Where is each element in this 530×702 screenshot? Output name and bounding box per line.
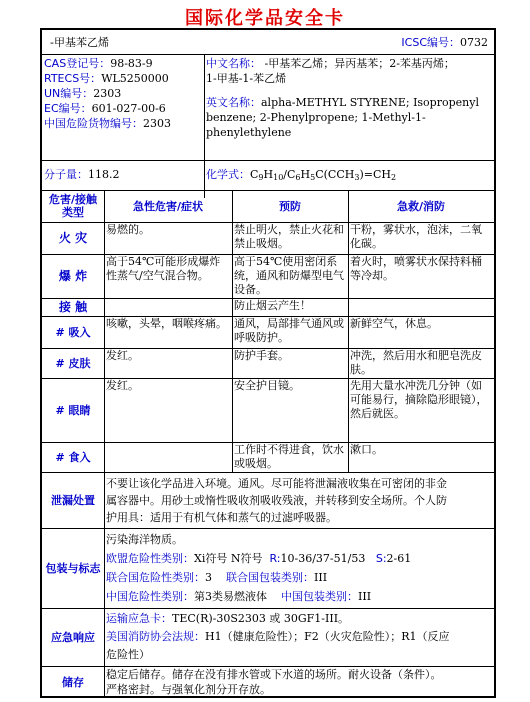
row-prevent: 高于54℃使用密闭系统，通风和防爆型电气设备。 [234,255,344,296]
s-label: S: [375,552,387,565]
col-header-type: 危害/接触类型 [48,193,98,219]
card-line [106,610,494,628]
formula-part: )=CH [359,168,391,181]
ec-line [44,101,202,116]
cn-value: 2303 [143,117,171,130]
nfpa-value: H1（健康危险性）；F2（火灾危险性）；R1（反应 [205,630,450,643]
cn-name-value: -甲基苯乙烯；异丙基苯；2-苯基丙烯； [261,57,455,70]
row-aid: 漱口。 [350,443,383,456]
spill-line: 护用具：适用于有机气体和蒸气的过滤呼吸器。 [106,511,337,524]
spill-line: 属容器中。用砂土或惰性吸收剂吸收残液，并转移到安全场所。个人防 [106,494,447,507]
cn-line [44,116,202,131]
chemical-name: -甲基苯乙烯 [50,36,109,49]
r-label: R: [269,552,281,565]
nfpa-label: 美国消防协会法规： [106,630,205,643]
icsc-label: ICSC编号： [401,36,460,49]
row-type-explosion: 爆 炸 [58,268,88,283]
cn-name-label: 中文名称： [206,57,261,70]
spill-text [106,475,494,526]
safety-card [40,28,496,698]
en-name-line-3: phenylethylene [206,126,292,139]
s-value: 2-61 [386,552,412,565]
row-prevent: 防止烟云产生！ [234,299,311,312]
mw-label: 分子量： [44,168,88,181]
storage-line: 稳定后储存。储存在没有排水管或下水道的场所。耐火设备（条件）。 [106,668,442,681]
cas-line [44,56,202,71]
spill-line: 不要让该化学品进入环境。通风。尽可能将泄漏液收集在可密闭的非金 [106,477,447,490]
un-value: 2303 [93,87,122,100]
row-acute: 发红。 [106,379,139,392]
row-type-skin: # 皮肤 [55,356,91,370]
en-name-line-2: benzene; 2-Phenylpropene; 1-Methyl-1- [206,111,426,124]
col-header-prevent: 预防 [279,199,301,213]
un-pack-label: 联合国包装类别： [226,571,314,584]
names-block [206,56,494,140]
packing-text [106,530,494,606]
row-acute: 咳嗽，头晕，咽喉疼痛。 [106,317,227,330]
mw-value: 118.2 [88,168,120,181]
un-class-label: 联合国危险性类别： [106,571,205,584]
en-name-label: 英文名称： [206,96,261,109]
formula-part: H [263,168,274,181]
row-type-ingestion: # 食入 [55,450,91,464]
eu-label: 欧盟危险性类别： [106,552,194,565]
formula-part: H [300,168,311,181]
card-label: 运输应急卡： [106,612,172,625]
cn-name-line [206,56,494,71]
row-prevent: 防护手套。 [234,349,289,362]
eu-value: Xi符号 N符号 [194,552,263,565]
row-acute: 易燃的。 [106,223,150,236]
row-aid: 着火时，喷雾状水保持料桶等冷却。 [350,255,482,282]
un-pack-value: III [314,571,328,584]
col-header-aid: 急救/消防 [396,199,446,213]
nfpa-value-2: 危险性） [106,648,150,661]
emergency-text [106,610,494,664]
icsc-number [401,36,488,50]
cas-label: CAS登记号： [44,57,111,70]
formula-part: /C [283,168,296,181]
storage-label: 储存 [62,675,84,689]
row-prevent: 通风，局部排气通风或呼吸防护。 [234,317,344,344]
cn-name-line-2: 1-甲基-1-苯乙烯 [206,72,287,85]
en-name-value: alpha-METHYL STYRENE; Isopropenyl [261,96,479,109]
row-type-contact: 接 触 [58,299,88,314]
cn-class-value: 第3类易燃液体 [194,590,267,603]
formula-sub: 10 [273,173,284,182]
row-aid: 冲洗，然后用水和肥皂洗皮肤。 [350,349,482,376]
row-prevent: 工作时不得进食，饮水或吸烟。 [234,443,344,470]
rtecs-value: WL5250000 [101,72,169,85]
en-name-line [206,95,494,110]
cn-pack-value: III [358,590,372,603]
cn-class-label: 中国危险性类别： [106,590,194,603]
col-header-acute: 急性危害/症状 [132,199,204,213]
chemical-formula [206,168,396,185]
un-label: UN编号： [44,87,94,100]
formula-part: C [250,168,259,181]
un-class-line [106,568,494,587]
ec-label: EC编号： [44,102,92,115]
cas-value: 98-83-9 [110,57,153,70]
row-prevent: 安全护目镜。 [234,379,300,392]
formula-part: C(CCH [315,168,355,181]
molecular-weight [44,168,120,182]
spill-label: 泄漏处置 [51,493,95,507]
un-line [44,86,202,101]
formula-sub: 3 [354,173,360,182]
row-aid: 干粉，雾状水，泡沫，二氧化碳。 [350,223,482,250]
formula-sub: 6 [295,173,301,182]
packing-label: 包装与标志 [45,561,101,575]
row-aid: 先用大量水冲洗几分钟（如可能易行，摘除隐形眼镜），然后就医。 [350,379,488,420]
formula-label: 化学式： [206,168,250,181]
row-acute: 发红。 [106,349,139,362]
cn-class-line [106,587,494,606]
cn-label: 中国危险货物编号： [44,117,143,130]
storage-line: 严格密封。与强氧化剂分开存放。 [106,683,271,696]
cn-pack-label: 中国包装类别： [281,590,358,603]
formula-sub: 2 [390,173,397,182]
rtecs-label: RTECS号： [44,72,102,85]
formula-sub: 9 [258,173,264,182]
card-value: TEC(R)-30S2303 或 30GF1-III。 [172,612,350,625]
row-type-inhalation: # 吸入 [55,325,91,339]
page-title: 国际化学品安全卡 [185,8,345,29]
row-type-eyes: # 眼睛 [55,403,91,417]
row-type-fire: 火 灾 [58,230,88,245]
eu-class-line [106,549,494,568]
un-class-value: 3 [205,571,212,584]
emergency-label: 应急响应 [51,630,95,644]
nfpa-line [106,628,494,646]
row-acute: 高于54℃可能形成爆炸性蒸气/空气混合物。 [106,255,221,282]
ec-value: 601-027-00-6 [91,102,166,115]
icsc-value: 0732 [460,36,488,49]
row-aid: 新鲜空气，休息。 [350,317,438,330]
formula-sub: 5 [310,173,316,182]
rtecs-line [44,71,202,86]
packing-line: 污染海洋物质。 [106,533,183,546]
storage-text [106,667,494,697]
row-prevent: 禁止明火，禁止火花和禁止吸烟。 [234,223,344,250]
id-block [44,56,202,131]
r-value: 10-36/37-51/53 [280,552,366,565]
